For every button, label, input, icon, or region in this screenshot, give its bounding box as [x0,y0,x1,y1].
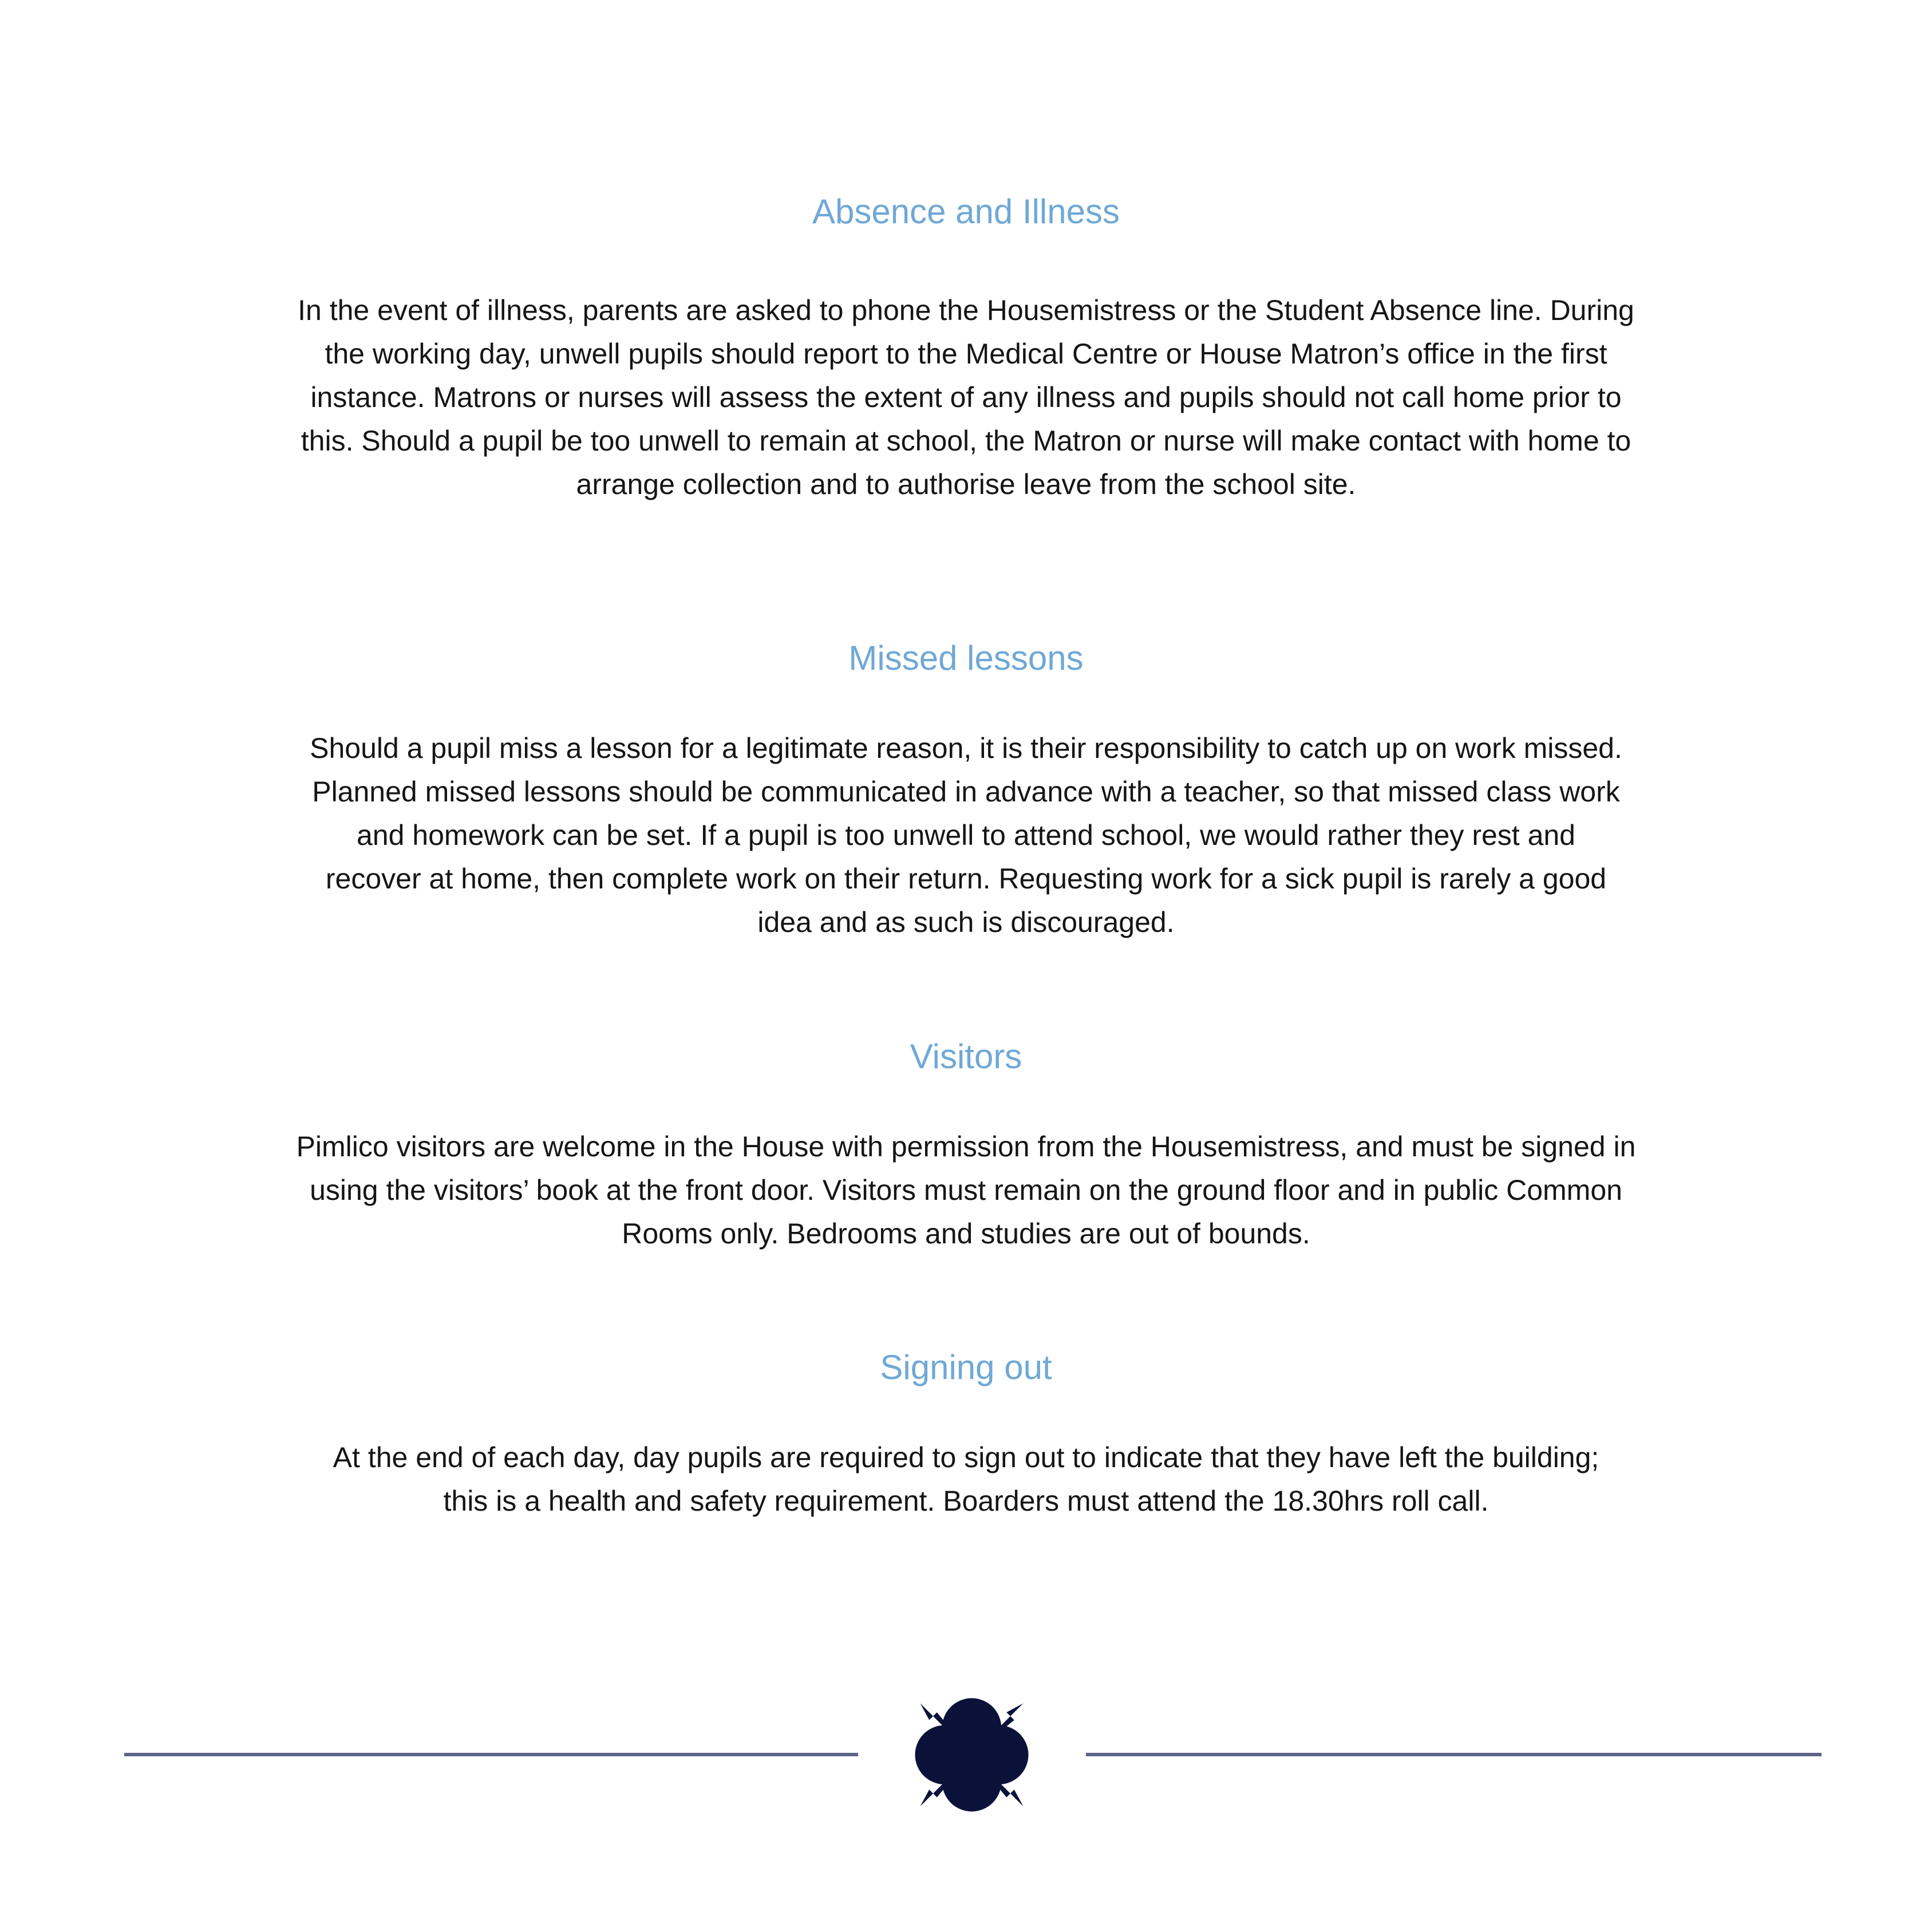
section-body: At the end of each day, day pupils are required to sign out to indicate that they have left the building; this is a health and safety requirement. Boarders must attend the 18.30hrs roll call. [333,1441,1599,1517]
section-body: Should a pupil miss a lesson for a legitimate reason, it is their responsibility to catch up on work missed. Planned missed lessons should be communicated in advance with a teacher, so that missed class work and homework can be set. If a pupil is too unwell to attend school, we would rather they rest and recover at home, then complete work on their return. Requesting work for a sick pupil is rarely a good idea and as such is discouraged. [310,732,1622,938]
section-heading: Visitors [910,1037,1022,1076]
section-body: Pimlico visitors are welcome in the House with permission from the Housemistress, and must be signed in using the visitors’ book at the front door. Visitors must remain on the ground floor and in public Common Rooms only. Bedrooms and studies are out of bounds. [296,1131,1636,1250]
section-missed-lessons [0,638,1932,944]
section-heading: Absence and Illness [812,192,1120,231]
section-body: In the event of illness, parents are asked to phone the Housemistress or the Student Absence line. During the working day, unwell pupils should report to the Medical Centre or House Matron’s office in the first instance. Matrons or nurses will assess the extent of any illness and pupils should not call home prior to this. Should a pupil be too unwell to remain at school, the Matron or nurse will make contact with home to arrange collection and to authorise leave from the school site. [298,294,1634,500]
footer-divider-left [124,1753,858,1756]
section-signing-out [0,1347,1932,1523]
quatrefoil-icon [907,1690,1036,1819]
section-absence-and-illness [0,191,1932,506]
section-visitors [0,1036,1932,1255]
footer-divider-right [1086,1753,1822,1756]
section-heading: Signing out [880,1348,1052,1386]
section-heading: Missed lessons [848,639,1084,677]
